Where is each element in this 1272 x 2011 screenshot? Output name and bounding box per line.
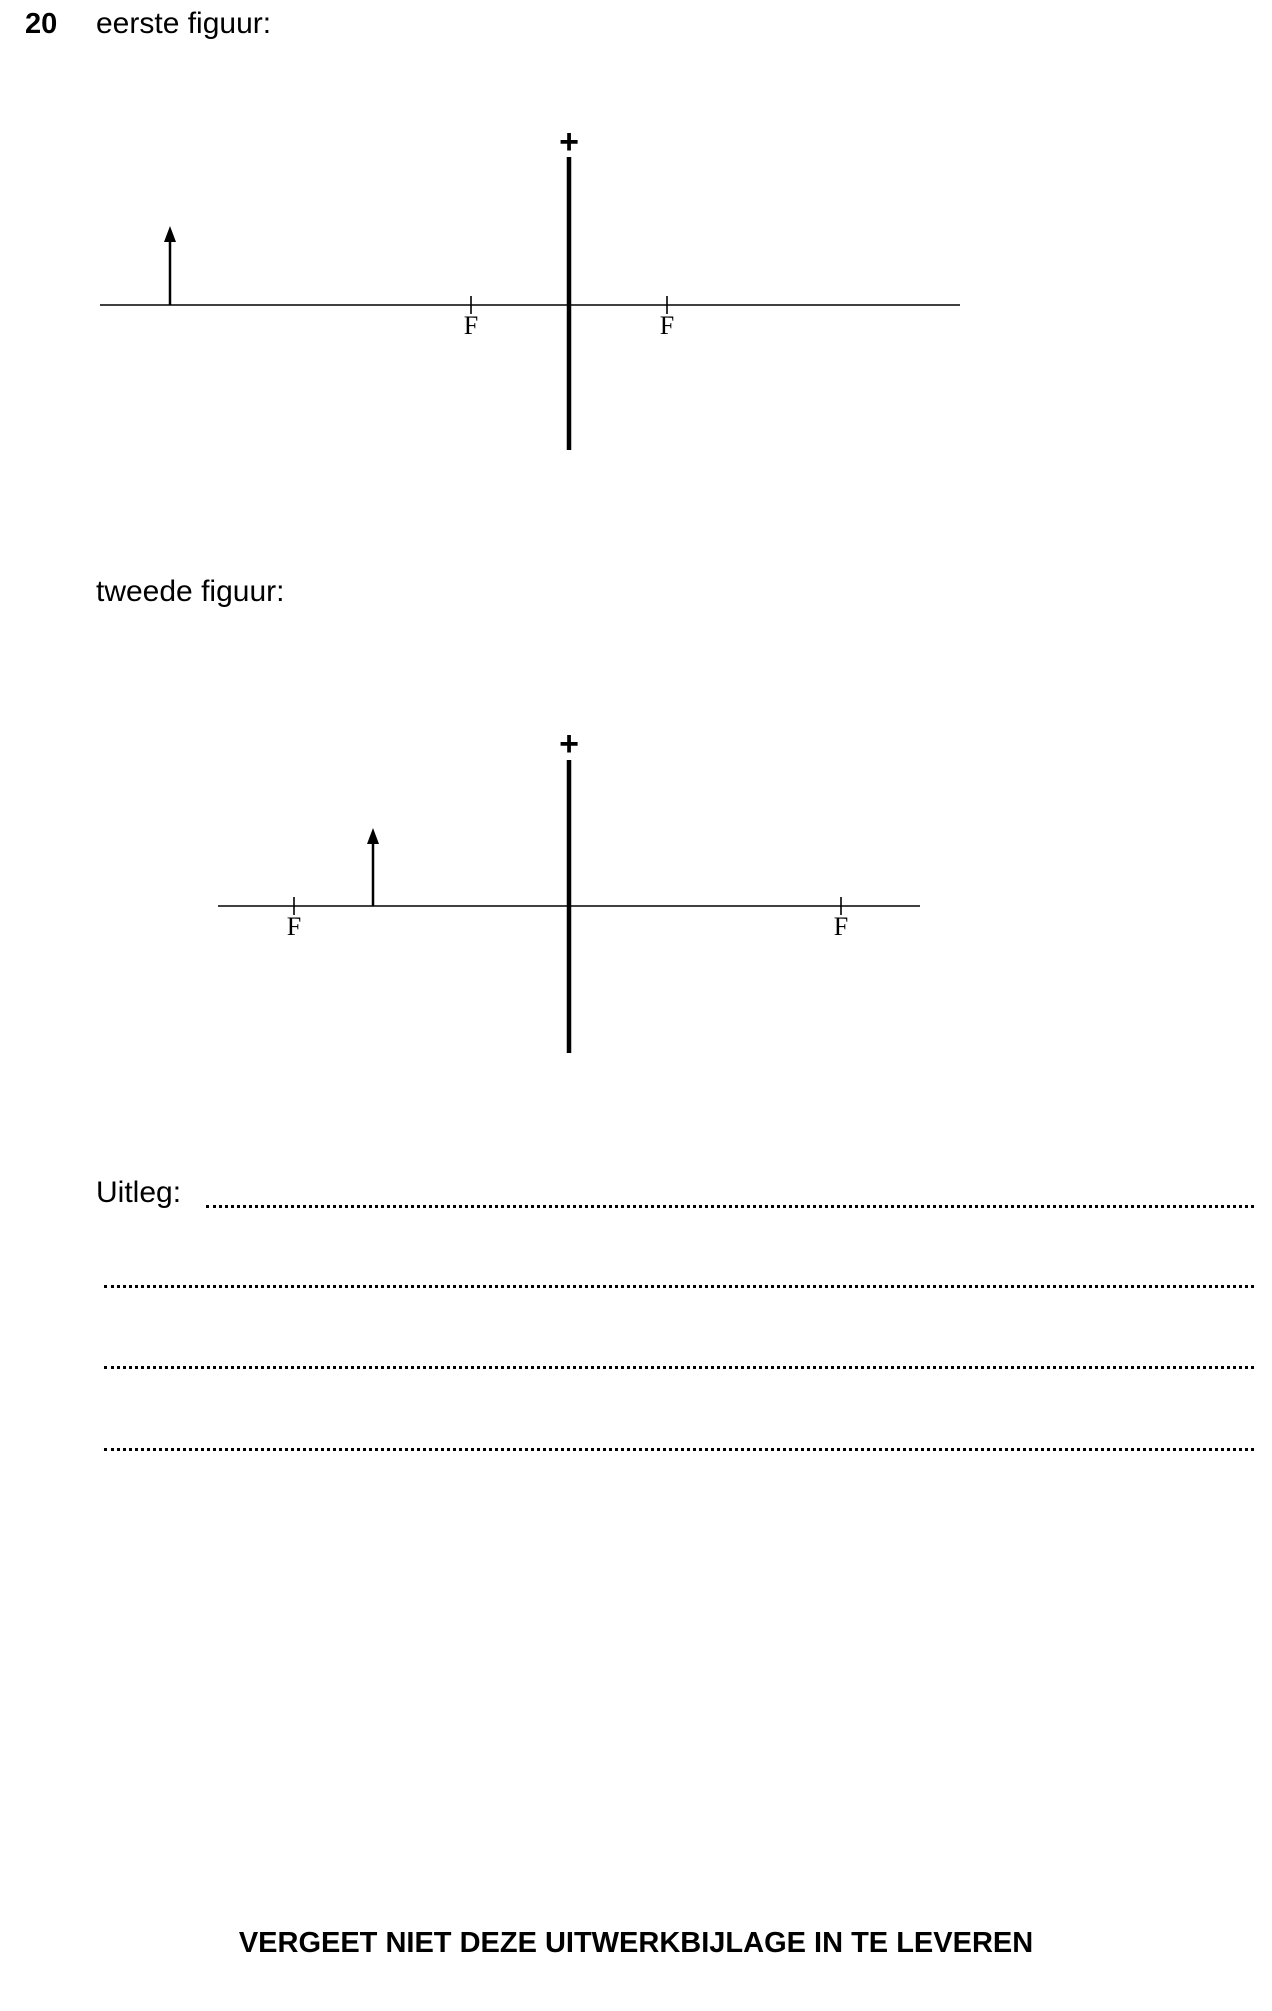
figure-2-diagram [0, 720, 1272, 1060]
focal-label-left: F [463, 311, 479, 340]
lens-sign: + [559, 725, 579, 763]
object-arrow-head [367, 828, 379, 844]
question-number: 20 [25, 8, 58, 40]
focal-label-right: F [659, 311, 675, 340]
explanation-label: Uitleg: [96, 1176, 182, 1209]
lens-sign: + [559, 123, 579, 161]
answer-line-2[interactable] [104, 1258, 1254, 1288]
answer-line-3[interactable] [104, 1339, 1254, 1369]
figure-1-label: eerste figuur: [96, 7, 272, 40]
focal-label-left: F [286, 912, 302, 941]
focal-label-right: F [833, 912, 849, 941]
answer-line-4[interactable] [104, 1421, 1254, 1451]
object-arrow-head [164, 226, 176, 242]
figure-2-label: tweede figuur: [96, 575, 285, 608]
answer-line-1[interactable] [206, 1178, 1254, 1208]
figure-1-diagram [0, 120, 1272, 580]
footer-notice: VERGEET NIET DEZE UITWERKBIJLAGE IN TE LEVEREN [238, 1927, 1034, 1959]
